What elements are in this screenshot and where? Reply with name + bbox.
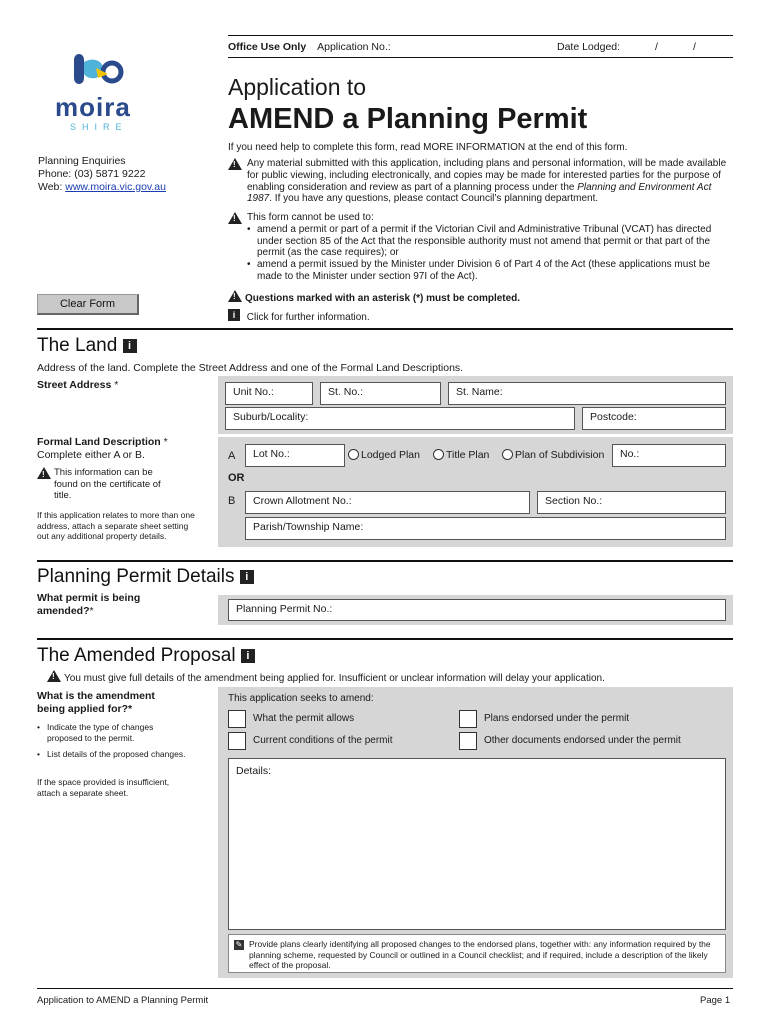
asterisk-text: Questions marked with an asterisk (*) must be completed. [245, 293, 521, 304]
option-a-label: A [228, 450, 236, 462]
web-label: Web: [38, 181, 66, 193]
details-textarea[interactable]: Details: [228, 758, 726, 930]
certificate-note: ! This information can be found on the certificate of title. [37, 467, 177, 502]
plans-endorsed-checkbox[interactable] [459, 710, 477, 728]
proposal-warning: !You must give full details of the amendment being applied for. Insufficient or unclear information will delay your application. [47, 670, 605, 684]
moira-logo-mark [40, 48, 145, 96]
proposal-rule [37, 638, 733, 640]
amendment-bullet-2: • List details of the proposed changes. [37, 749, 187, 760]
land-title: The Land [37, 335, 118, 356]
permit-section-title [37, 566, 254, 588]
land-description: Address of the land. Complete the Street Address and one of the Formal Land Descriptions. [37, 362, 464, 374]
title-plan-radio[interactable]: Title Plan [433, 449, 489, 461]
planning-enquiries: Planning Enquiries [38, 155, 126, 167]
date-separator-1: / [655, 41, 658, 53]
warning-icon [228, 212, 242, 224]
asterisk-notice [228, 290, 520, 304]
help-text: If you need help to complete this form, read MORE INFORMATION at the end of this form. [228, 142, 628, 153]
what-permit-allows-checkbox[interactable] [228, 710, 246, 728]
cannot-bullet-2: • amend a permit issued by the Minister under Division 6 of Part 4 of the Act (these applications must be made to the Minister under section 97I of the Act). [247, 259, 733, 283]
unit-no-field[interactable]: Unit No.: [225, 382, 313, 405]
footer-rule [37, 988, 733, 989]
info-icon[interactable]: i [228, 309, 240, 321]
land-info-icon[interactable]: i [123, 339, 137, 353]
permit-question: What permit is being amended?* [37, 592, 141, 617]
seeks-label: This application seeks to amend: [228, 693, 374, 704]
land-section-title [37, 335, 137, 357]
insufficient-note: If the space provided is insufficient, attach a separate sheet. [37, 777, 170, 798]
amendment-bullet-1: • Indicate the type of changes proposed to the permit. [37, 722, 187, 743]
section-no-field[interactable]: Section No.: [537, 491, 726, 514]
office-use-label: Office Use Only [228, 41, 307, 53]
web-line [38, 181, 166, 194]
moira-logo [40, 48, 145, 138]
clear-form-button[interactable]: Clear Form [37, 294, 139, 315]
other-documents-label: Other documents endorsed under the permit [484, 735, 681, 746]
other-documents-checkbox[interactable] [459, 732, 477, 750]
office-bottom-rule [228, 57, 733, 58]
footer-page: Page 1 [700, 995, 731, 1006]
street-address-label: Street Address * [37, 379, 119, 391]
contact-block [38, 155, 166, 194]
material-act: Planning and Environment Act 1987 [247, 181, 712, 205]
what-permit-allows-label: What the permit allows [253, 713, 355, 724]
complete-a-or-b: Complete either A or B. [37, 449, 145, 461]
amendment-question: What is the amendment being applied for?* [37, 690, 155, 715]
st-name-field[interactable]: St. Name: [448, 382, 726, 405]
plan-of-subdivision-radio[interactable]: Plan of Subdivision [502, 449, 604, 461]
warning-icon [228, 158, 242, 170]
st-no-field[interactable]: St. No.: [320, 382, 441, 405]
permit-info-icon[interactable]: i [240, 570, 254, 584]
radio-icon [348, 449, 359, 460]
click-info-text: Click for further information. [246, 312, 370, 323]
title-line1: Application to [228, 74, 367, 100]
footer-title: Application to AMEND a Planning Permit [37, 995, 209, 1006]
crown-allotment-field[interactable]: Crown Allotment No.: [245, 491, 530, 514]
postcode-field[interactable]: Postcode: [582, 407, 726, 430]
parish-field[interactable]: Parish/Township Name: [245, 517, 726, 540]
current-conditions-checkbox[interactable] [228, 732, 246, 750]
logo-wordmark: moira [55, 92, 131, 122]
page-title: AMEND a Planning Permit [228, 103, 588, 135]
cannot-bullet-1: • amend a permit or part of a permit if the Victorian Civil and Administrative Tribunal (VCAT) has directed under section 85 of the Act that the responsible authority must not amend that permit or that part of the permit (as the case requires); or [247, 224, 733, 259]
material-notice [228, 158, 733, 205]
cannot-notice [228, 212, 733, 283]
date-separator-2: / [693, 41, 696, 53]
phone: Phone: (03) 5871 9222 [38, 168, 146, 180]
radio-icon [433, 449, 444, 460]
pencil-icon: ✎ [235, 940, 243, 949]
office-use-row [228, 41, 733, 53]
plans-endorsed-label: Plans endorsed under the permit [484, 713, 630, 724]
date-lodged-field[interactable]: Date Lodged: [557, 41, 621, 53]
application-no-field[interactable]: Application No.: [317, 41, 391, 53]
web-link[interactable]: www.moira.vic.gov.au [65, 181, 166, 193]
formal-land-label: Formal Land Description * [37, 436, 168, 448]
cannot-title: This form cannot be used to: [247, 212, 374, 223]
info-notice [228, 309, 370, 323]
suburb-field[interactable]: Suburb/Locality: [225, 407, 575, 430]
material-text-1: Any material submitted with this application, including plans and personal information, will be made available for public viewing, including electronically, and copies may be made for interested parties for the purpose of enabling consideration and review as part of a planning process under the [247, 158, 727, 193]
top-rule [228, 35, 733, 36]
permit-title: Planning Permit Details [37, 566, 235, 587]
more-address-note: If this application relates to more than one address, attach a separate sheet setting out any additional property details. [37, 510, 195, 541]
amendment-bullets [37, 722, 187, 760]
proposal-info-icon[interactable]: i [241, 649, 255, 663]
option-b-label: B [228, 495, 236, 507]
current-conditions-label: Current conditions of the permit [253, 735, 393, 746]
proposal-section-title [37, 645, 255, 667]
land-rule [37, 328, 733, 330]
permit-rule [37, 560, 733, 562]
planning-permit-no-field[interactable]: Planning Permit No.: [228, 599, 726, 621]
logo-sub: SHIRE [70, 122, 128, 132]
lodged-plan-radio[interactable]: Lodged Plan [348, 449, 420, 461]
or-label: OR [228, 472, 245, 484]
plans-note-box: ✎ Provide plans clearly identifying all proposed changes to the endorsed plans, together with: any information required by the planning scheme, requested by Council or outlined in a Council checklist; and if required, include a description of the likely effect of the proposal. [228, 934, 726, 973]
plan-no-field[interactable]: No.: [612, 444, 726, 467]
radio-icon [502, 449, 513, 460]
proposal-title: The Amended Proposal [37, 645, 236, 666]
warning-icon [47, 670, 61, 682]
material-text-2: . If you have any questions, please contact Council’s planning department. [269, 193, 599, 205]
lot-no-field[interactable]: Lot No.: [245, 444, 345, 467]
warning-icon [37, 467, 51, 479]
warning-icon [228, 290, 242, 302]
